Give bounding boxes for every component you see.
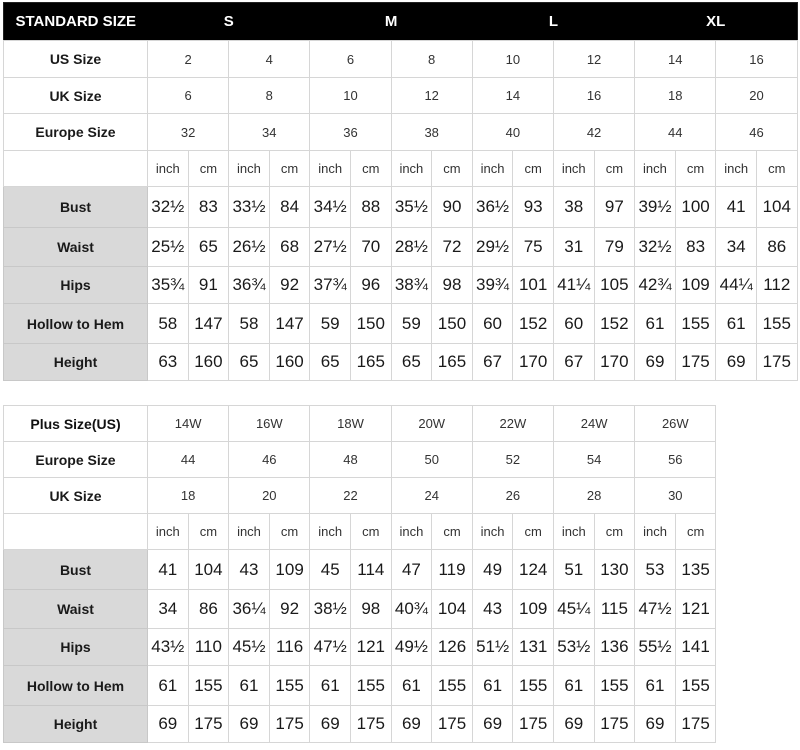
standard-measurement-row [4, 267, 798, 304]
standard-measurement-row [4, 304, 798, 344]
size-value: 52 [472, 442, 553, 478]
measurement-value: 155 [269, 666, 310, 706]
measurement-value: 121 [675, 590, 716, 629]
size-value: 8 [391, 41, 472, 78]
measurement-value: 69 [472, 706, 513, 743]
measurement-value: 26½ [229, 228, 270, 267]
measurement-value: 31 [553, 228, 594, 267]
unit-label: cm [594, 151, 635, 187]
measurement-value: 38 [553, 187, 594, 228]
measurement-value: 98 [432, 267, 473, 304]
size-value: 46 [229, 442, 310, 478]
standard-header-row [4, 3, 798, 41]
measurement-value: 65 [229, 344, 270, 381]
row-label: US Size [4, 41, 148, 78]
measurement-value: 83 [675, 228, 716, 267]
measurement-value: 34 [148, 590, 189, 629]
measurement-value: 155 [594, 666, 635, 706]
measurement-label: Hips [4, 267, 148, 304]
measurement-value: 160 [188, 344, 229, 381]
measurement-value: 83 [188, 187, 229, 228]
measurement-value: 61 [148, 666, 189, 706]
size-value: 6 [148, 78, 229, 114]
measurement-value: 126 [432, 629, 473, 666]
size-group-xl: XL [635, 3, 797, 41]
measurement-value: 119 [432, 550, 473, 590]
measurement-value: 105 [594, 267, 635, 304]
size-value: 18W [310, 406, 391, 442]
measurement-value: 152 [594, 304, 635, 344]
measurement-value: 61 [229, 666, 270, 706]
measurement-value: 53 [635, 550, 676, 590]
measurement-value: 70 [350, 228, 391, 267]
measurement-value: 61 [635, 304, 676, 344]
measurement-value: 69 [635, 344, 676, 381]
unit-row-spacer [4, 151, 148, 187]
measurement-value: 92 [269, 590, 310, 629]
size-value: 4 [229, 41, 310, 78]
measurement-value: 75 [513, 228, 554, 267]
size-group-m: M [310, 3, 472, 41]
measurement-value: 69 [391, 706, 432, 743]
measurement-value: 47½ [635, 590, 676, 629]
measurement-value: 43½ [148, 629, 189, 666]
size-value: 42 [553, 114, 634, 151]
measurement-value: 109 [269, 550, 310, 590]
measurement-value: 175 [756, 344, 797, 381]
measurement-value: 93 [513, 187, 554, 228]
unit-label: inch [148, 151, 189, 187]
measurement-label: Waist [4, 228, 148, 267]
measurement-value: 131 [513, 629, 554, 666]
size-value: 18 [148, 478, 229, 514]
measurement-value: 35¾ [148, 267, 189, 304]
measurement-value: 116 [269, 629, 310, 666]
row-label: UK Size [4, 78, 148, 114]
size-value: 26W [635, 406, 716, 442]
measurement-value: 150 [350, 304, 391, 344]
measurement-label: Height [4, 344, 148, 381]
measurement-value: 69 [310, 706, 351, 743]
size-value: 24 [391, 478, 472, 514]
measurement-value: 45¼ [554, 590, 595, 629]
standard-measurement-row [4, 228, 798, 267]
measurement-value: 25½ [148, 228, 189, 267]
measurement-value: 61 [310, 666, 351, 706]
size-value: 22 [310, 478, 391, 514]
measurement-value: 60 [472, 304, 513, 344]
measurement-value: 114 [351, 550, 392, 590]
size-value: 54 [554, 442, 635, 478]
measurement-value: 60 [553, 304, 594, 344]
measurement-value: 47½ [310, 629, 351, 666]
measurement-value: 37¾ [310, 267, 351, 304]
measurement-value: 49 [472, 550, 513, 590]
size-value: 50 [391, 442, 472, 478]
measurement-value: 69 [716, 344, 757, 381]
measurement-value: 155 [351, 666, 392, 706]
measurement-value: 36¾ [229, 267, 270, 304]
unit-label: cm [675, 151, 716, 187]
measurement-value: 45 [310, 550, 351, 590]
unit-label: cm [432, 151, 473, 187]
measurement-value: 51 [554, 550, 595, 590]
size-value: 20 [229, 478, 310, 514]
size-value: 44 [148, 442, 229, 478]
measurement-value: 115 [594, 590, 635, 629]
standard-unit-row [4, 151, 798, 187]
measurement-value: 58 [229, 304, 270, 344]
measurement-value: 79 [594, 228, 635, 267]
measurement-value: 59 [310, 304, 351, 344]
standard-size-title: STANDARD SIZE [4, 3, 148, 41]
size-value: 20W [391, 406, 472, 442]
measurement-value: 38¾ [391, 267, 432, 304]
plus-size-row [4, 442, 716, 478]
measurement-value: 42¾ [635, 267, 676, 304]
standard-size-row [4, 114, 798, 151]
measurement-value: 58 [148, 304, 189, 344]
row-label: UK Size [4, 478, 148, 514]
measurement-value: 104 [432, 590, 473, 629]
measurement-value: 165 [350, 344, 391, 381]
size-value: 16 [553, 78, 634, 114]
measurement-value: 34 [716, 228, 757, 267]
unit-label: inch [554, 514, 595, 550]
size-value: 30 [635, 478, 716, 514]
measurement-value: 147 [188, 304, 229, 344]
measurement-label: Height [4, 706, 148, 743]
unit-label: inch [635, 514, 676, 550]
size-value: 24W [554, 406, 635, 442]
unit-label: cm [188, 514, 229, 550]
row-label: Europe Size [4, 114, 148, 151]
measurement-value: 35½ [391, 187, 432, 228]
measurement-value: 104 [756, 187, 797, 228]
measurement-value: 155 [675, 666, 716, 706]
size-value: 20 [716, 78, 797, 114]
size-value: 46 [716, 114, 797, 151]
size-value: 44 [635, 114, 716, 151]
measurement-value: 55½ [635, 629, 676, 666]
unit-label: cm [188, 151, 229, 187]
measurement-value: 170 [513, 344, 554, 381]
plus-measurement-row [4, 666, 716, 706]
measurement-value: 104 [188, 550, 229, 590]
size-value: 16W [229, 406, 310, 442]
plus-measurement-row [4, 706, 716, 743]
measurement-value: 135 [675, 550, 716, 590]
measurement-value: 96 [350, 267, 391, 304]
unit-label: inch [553, 151, 594, 187]
measurement-value: 34½ [310, 187, 351, 228]
unit-label: inch [148, 514, 189, 550]
measurement-value: 36¼ [229, 590, 270, 629]
unit-label: inch [716, 151, 757, 187]
unit-label: cm [350, 151, 391, 187]
plus-measurement-row [4, 550, 716, 590]
size-value: 32 [148, 114, 229, 151]
size-value: 6 [310, 41, 391, 78]
measurement-value: 65 [310, 344, 351, 381]
size-value: 28 [554, 478, 635, 514]
measurement-value: 44¼ [716, 267, 757, 304]
size-value: 2 [148, 41, 229, 78]
size-value: 34 [229, 114, 310, 151]
size-value: 48 [310, 442, 391, 478]
plus-size-row [4, 478, 716, 514]
size-value: 12 [391, 78, 472, 114]
size-value: 18 [635, 78, 716, 114]
unit-label: cm [513, 151, 554, 187]
unit-label: inch [391, 151, 432, 187]
measurement-value: 72 [432, 228, 473, 267]
unit-label: inch [472, 514, 513, 550]
measurement-value: 41 [716, 187, 757, 228]
measurement-value: 152 [513, 304, 554, 344]
unit-label: inch [229, 151, 270, 187]
size-value: 16 [716, 41, 797, 78]
unit-label: cm [594, 514, 635, 550]
measurement-value: 43 [229, 550, 270, 590]
measurement-value: 69 [635, 706, 676, 743]
measurement-value: 150 [432, 304, 473, 344]
measurement-value: 53½ [554, 629, 595, 666]
measurement-value: 84 [269, 187, 310, 228]
plus-size-table-body [4, 406, 716, 743]
measurement-value: 124 [513, 550, 554, 590]
size-value: 56 [635, 442, 716, 478]
measurement-value: 29½ [472, 228, 513, 267]
unit-label: inch [472, 151, 513, 187]
size-group-l: L [472, 3, 634, 41]
measurement-value: 130 [594, 550, 635, 590]
measurement-value: 38½ [310, 590, 351, 629]
measurement-value: 112 [756, 267, 797, 304]
measurement-value: 41 [148, 550, 189, 590]
unit-label: inch [635, 151, 676, 187]
measurement-value: 86 [756, 228, 797, 267]
measurement-value: 61 [635, 666, 676, 706]
measurement-value: 28½ [391, 228, 432, 267]
measurement-value: 155 [513, 666, 554, 706]
measurement-value: 59 [391, 304, 432, 344]
measurement-value: 41¼ [553, 267, 594, 304]
measurement-value: 39¾ [472, 267, 513, 304]
measurement-value: 175 [675, 706, 716, 743]
measurement-label: Waist [4, 590, 148, 629]
unit-label: cm [513, 514, 554, 550]
measurement-value: 86 [188, 590, 229, 629]
measurement-value: 175 [188, 706, 229, 743]
row-label: Europe Size [4, 442, 148, 478]
measurement-value: 155 [756, 304, 797, 344]
plus-measurement-row [4, 590, 716, 629]
measurement-value: 91 [188, 267, 229, 304]
measurement-value: 88 [350, 187, 391, 228]
measurement-value: 121 [351, 629, 392, 666]
measurement-value: 165 [432, 344, 473, 381]
size-value: 14 [472, 78, 553, 114]
unit-label: inch [391, 514, 432, 550]
unit-row-spacer [4, 514, 148, 550]
measurement-value: 67 [553, 344, 594, 381]
measurement-value: 32½ [635, 228, 676, 267]
row-label: Plus Size(US) [4, 406, 148, 442]
unit-label: cm [675, 514, 716, 550]
measurement-value: 155 [188, 666, 229, 706]
plus-unit-row [4, 514, 716, 550]
measurement-label: Bust [4, 187, 148, 228]
size-value: 40 [472, 114, 553, 151]
measurement-value: 175 [351, 706, 392, 743]
measurement-value: 175 [675, 344, 716, 381]
plus-size-table [3, 405, 716, 743]
measurement-value: 65 [391, 344, 432, 381]
measurement-value: 141 [675, 629, 716, 666]
unit-label: cm [432, 514, 473, 550]
standard-measurement-row [4, 187, 798, 228]
unit-label: cm [351, 514, 392, 550]
plus-size-row [4, 406, 716, 442]
measurement-value: 98 [351, 590, 392, 629]
measurement-value: 155 [432, 666, 473, 706]
measurement-value: 36½ [472, 187, 513, 228]
measurement-value: 100 [675, 187, 716, 228]
measurement-value: 69 [229, 706, 270, 743]
size-value: 22W [472, 406, 553, 442]
standard-size-row [4, 78, 798, 114]
measurement-value: 175 [432, 706, 473, 743]
measurement-value: 101 [513, 267, 554, 304]
unit-label: cm [269, 151, 310, 187]
measurement-value: 160 [269, 344, 310, 381]
size-value: 14 [635, 41, 716, 78]
measurement-value: 69 [148, 706, 189, 743]
size-value: 14W [148, 406, 229, 442]
unit-label: inch [310, 151, 351, 187]
size-value: 38 [391, 114, 472, 151]
measurement-value: 90 [432, 187, 473, 228]
size-group-s: S [148, 3, 310, 41]
measurement-value: 49½ [391, 629, 432, 666]
measurement-value: 47 [391, 550, 432, 590]
measurement-value: 155 [675, 304, 716, 344]
size-value: 26 [472, 478, 553, 514]
plus-measurement-row [4, 629, 716, 666]
measurement-value: 63 [148, 344, 189, 381]
measurement-value: 39½ [635, 187, 676, 228]
standard-measurement-row [4, 344, 798, 381]
measurement-label: Hips [4, 629, 148, 666]
measurement-label: Hollow to Hem [4, 666, 148, 706]
unit-label: inch [229, 514, 270, 550]
unit-label: cm [269, 514, 310, 550]
standard-size-row [4, 41, 798, 78]
measurement-value: 147 [269, 304, 310, 344]
measurement-value: 109 [675, 267, 716, 304]
standard-size-table-body [4, 3, 798, 381]
measurement-value: 65 [188, 228, 229, 267]
measurement-value: 51½ [472, 629, 513, 666]
measurement-value: 43 [472, 590, 513, 629]
size-value: 10 [472, 41, 553, 78]
measurement-value: 61 [391, 666, 432, 706]
measurement-label: Hollow to Hem [4, 304, 148, 344]
measurement-value: 40¾ [391, 590, 432, 629]
unit-label: cm [756, 151, 797, 187]
size-value: 8 [229, 78, 310, 114]
size-value: 10 [310, 78, 391, 114]
measurement-label: Bust [4, 550, 148, 590]
measurement-value: 61 [554, 666, 595, 706]
measurement-value: 32½ [148, 187, 189, 228]
measurement-value: 136 [594, 629, 635, 666]
measurement-value: 97 [594, 187, 635, 228]
measurement-value: 170 [594, 344, 635, 381]
measurement-value: 175 [513, 706, 554, 743]
measurement-value: 92 [269, 267, 310, 304]
measurement-value: 61 [472, 666, 513, 706]
measurement-value: 61 [716, 304, 757, 344]
measurement-value: 33½ [229, 187, 270, 228]
standard-size-table [3, 2, 798, 381]
measurement-value: 69 [554, 706, 595, 743]
measurement-value: 27½ [310, 228, 351, 267]
measurement-value: 68 [269, 228, 310, 267]
measurement-value: 67 [472, 344, 513, 381]
measurement-value: 45½ [229, 629, 270, 666]
measurement-value: 109 [513, 590, 554, 629]
size-value: 36 [310, 114, 391, 151]
measurement-value: 110 [188, 629, 229, 666]
measurement-value: 175 [594, 706, 635, 743]
size-value: 12 [553, 41, 634, 78]
measurement-value: 175 [269, 706, 310, 743]
unit-label: inch [310, 514, 351, 550]
